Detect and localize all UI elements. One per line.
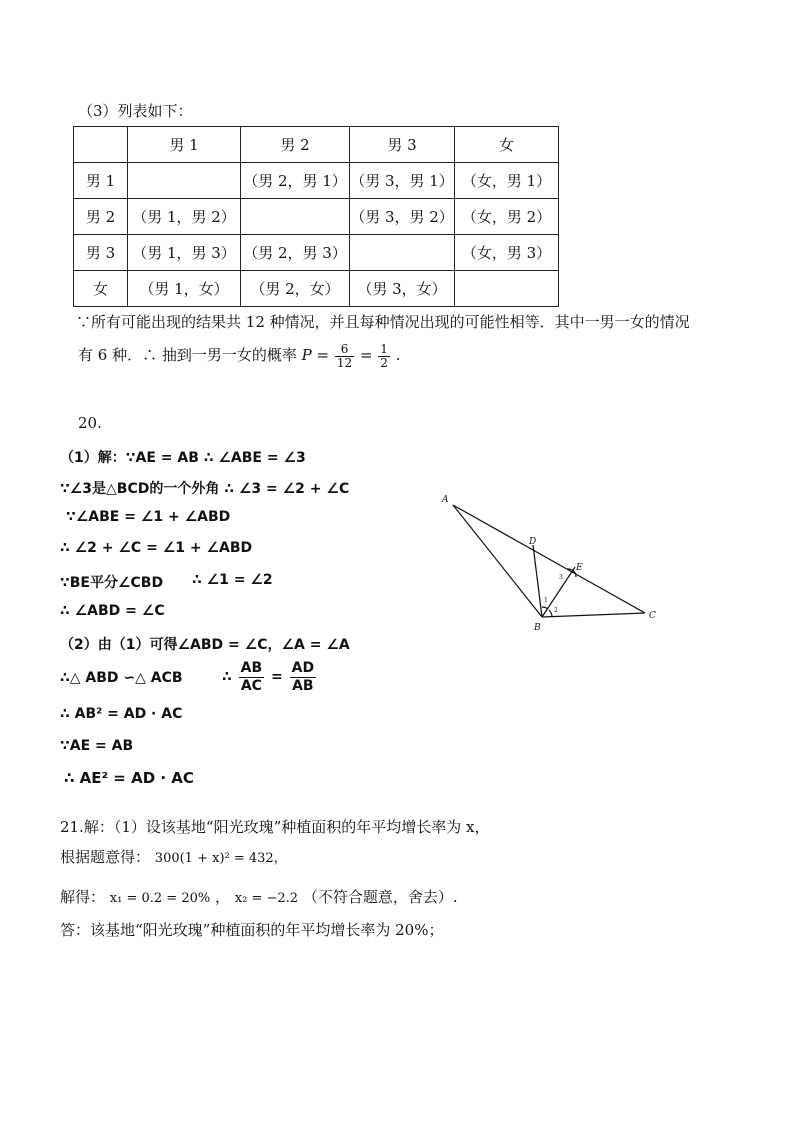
q21-answer: 答：该基地“阳光玫瑰”种植面积的年平均增长率为 20%； (60, 921, 444, 939)
q21-line3 (60, 886, 458, 907)
fraction-denominator: AC (240, 677, 262, 694)
segment-ab (453, 505, 542, 617)
period: . (395, 346, 401, 364)
fraction-numerator: 6 (335, 343, 354, 357)
q20-line: ∴ ∠ABD = ∠C (60, 603, 165, 619)
table-header-cell (74, 127, 128, 163)
q20-therefore: ∴ (222, 669, 232, 685)
equals-sign: = (359, 346, 373, 364)
q21-line2 (60, 846, 287, 867)
label-angle-3: 3 (559, 574, 563, 581)
label-a: A (442, 495, 449, 505)
table-cell: （男 3，男 2） (350, 199, 455, 235)
q20-line: ∵AE = AB (60, 738, 134, 754)
table-row (74, 199, 559, 235)
q21-separator: ， (215, 888, 231, 906)
q19-conclusion-line2 (78, 339, 401, 371)
q20-number: 20. (78, 414, 102, 432)
label-angle-1: 1 (544, 597, 548, 604)
q19-intro: （3）列表如下： (78, 102, 193, 120)
ratio-ab-ac (239, 660, 265, 695)
table-header-cell: 男 2 (241, 127, 350, 163)
table-cell: （女，男 3） (455, 235, 559, 271)
q21-equation: 300(1 + x)² = 432， (154, 851, 287, 866)
table-header-cell: 男 3 (350, 127, 455, 163)
table-cell: （男 1，男 2） (128, 199, 241, 235)
table-header-cell: 女 (455, 127, 559, 163)
q20-line: ∵BE平分∠CBD (60, 575, 164, 591)
fraction-1-2 (378, 343, 390, 370)
q20-line: （1）解：∵AE = AB ∴ ∠ABE = ∠3 (60, 450, 306, 466)
label-d: D (529, 537, 537, 547)
q20-line: ∴ AB² = AD · AC (60, 706, 183, 722)
fraction-numerator: AD (291, 659, 315, 676)
table-cell: （女，男 2） (455, 199, 559, 235)
q19-conclusion-text: 有 6 种．∴ 抽到一男一女的概率 (78, 346, 297, 364)
angle-2-arc (549, 610, 552, 616)
q20-line: ∵∠3是△BCD的一个外角 ∴ ∠3 = ∠2 + ∠C (60, 481, 350, 497)
q21-label: 根据题意得： (60, 848, 151, 866)
table-cell (350, 235, 455, 271)
table-cell: （男 1，男 3） (128, 235, 241, 271)
table-cell: （男 1，女） (128, 271, 241, 307)
fraction-denominator: 2 (380, 355, 388, 370)
table-row (74, 163, 559, 199)
segment-ac (453, 505, 645, 613)
triangle-figure (430, 485, 670, 635)
fraction-numerator: 1 (380, 341, 388, 356)
outcome-table (73, 126, 559, 307)
table-header-row (74, 127, 559, 163)
table-row (74, 235, 559, 271)
q21-label: 解得： (60, 888, 106, 906)
fraction-6-12 (335, 343, 354, 370)
fraction-denominator: 12 (336, 355, 353, 370)
table-cell: 男 3 (74, 235, 128, 271)
q21-solution-x1: x₁ = 0.2 = 20% (109, 891, 211, 906)
q20-ratio (222, 656, 318, 698)
table-cell: 男 2 (74, 199, 128, 235)
table-header-cell: 男 1 (128, 127, 241, 163)
q21-line1: 21.解：（1）设该基地“阳光玫瑰”种植面积的年平均增长率为 x， (60, 818, 490, 836)
table-cell: （男 3，男 1） (350, 163, 455, 199)
table-cell (128, 163, 241, 199)
table-cell: （男 2，男 1） (241, 163, 350, 199)
table-cell: 女 (74, 271, 128, 307)
table-cell (241, 199, 350, 235)
fraction-numerator: AB (240, 659, 263, 676)
table-cell: 男 1 (74, 163, 128, 199)
q20-line: ∴ ∠1 = ∠2 (192, 572, 273, 588)
label-c: C (649, 611, 656, 621)
table-cell: （男 2，女） (241, 271, 350, 307)
label-b: B (534, 623, 541, 633)
ratio-ad-ab (290, 660, 316, 695)
label-angle-2: 2 (554, 607, 558, 614)
probability-symbol: P (301, 346, 312, 364)
q20-line: ∴ AE² = AD · AC (64, 769, 194, 787)
q19-conclusion-line1: ∵所有可能出现的结果共 12 种情况，并且每种情况出现的可能性相等．其中一男一女的情况 (76, 313, 690, 331)
table-cell: （男 3，女） (350, 271, 455, 307)
table-cell (455, 271, 559, 307)
q20-line: ∴ ∠2 + ∠C = ∠1 + ∠ABD (60, 540, 253, 556)
q20-line: ∵∠ABE = ∠1 + ∠ABD (66, 509, 231, 525)
table-row (74, 271, 559, 307)
q21-rejected-note: （不符合题意，舍去）. (302, 888, 458, 906)
fraction-denominator: AB (292, 677, 314, 694)
equals-sign: = (316, 346, 330, 364)
segment-bd (533, 545, 542, 617)
equals-sign: = (271, 669, 283, 685)
angle-1-arc (542, 607, 548, 609)
label-e: E (576, 563, 583, 573)
q21-solution-x2: x₂ = −2.2 (234, 891, 299, 906)
table-cell: （女，男 1） (455, 163, 559, 199)
table-cell: （男 2，男 3） (241, 235, 350, 271)
q20-line: （2）由（1）可得∠ABD = ∠C，∠A = ∠A (60, 637, 350, 653)
q20-line: ∴△ ABD ∽△ ACB (60, 670, 183, 686)
